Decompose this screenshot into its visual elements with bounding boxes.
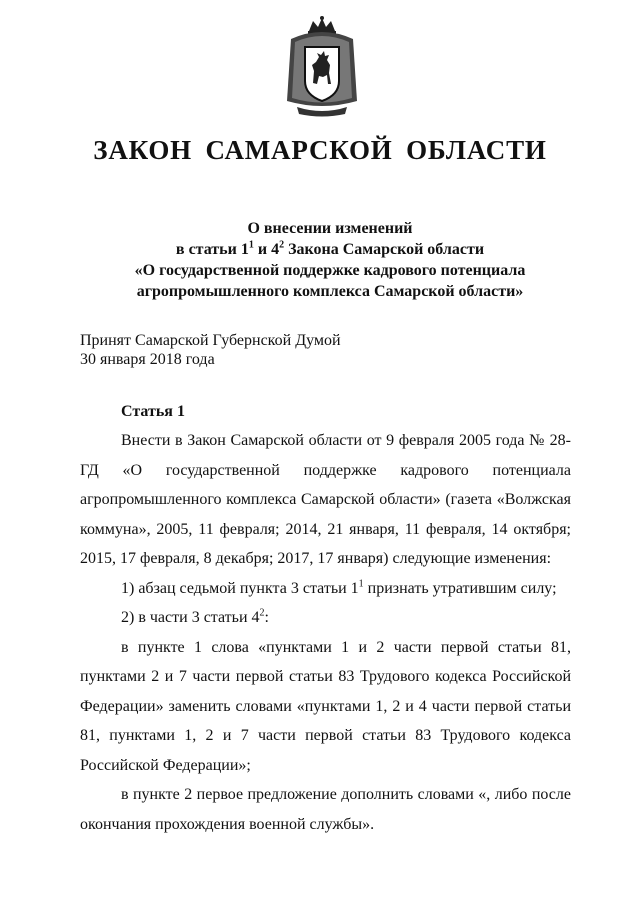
adopted-date: 30 января 2018 года <box>80 351 215 368</box>
article-item-1: 1) абзац седьмой пункта 3 статьи $1^1$ признать утратившим силу; <box>121 578 557 597</box>
law-title: ЗАКОН САМАРСКОЙ ОБЛАСТИ <box>93 135 547 165</box>
article-point-1: в пункте 1 слова «пунктами 1 и 2 части первой статьи 81, пунктами 2 и 7 части первой статьи 83 Трудового кодекса Российской Федерации» заменить словами «пунктами 1, 2 и 4 части первой статьи 81, пунктами 1, 2 и 7 части первой статьи 83 Трудового кодекса Российской Федерации»; <box>80 638 571 774</box>
article-body <box>80 426 571 839</box>
adopted-by: Принят Самарской Губернской Думой <box>80 332 341 349</box>
article-item-2: 2) в части 3 статьи $4^2$: <box>121 607 269 626</box>
article-point-2: в пункте 2 первое предложение дополнить словами «, либо после окончания прохождения военной службы». <box>80 786 571 833</box>
article-intro: Внести в Закон Самарской области от 9 февраля 2005 года № 28-ГД «О государственной поддержке кадрового потенциала агропромышленного комплекса Самарской области» (газета «Волжская коммуна», 2005, 11 февраля; 2014, 21 января, 11 февраля, 14 октября; 2015, 17 февраля, 8 декабря; 2017, 17 января) следующие изменения: <box>80 432 571 567</box>
subject-line-1: О внесении изменений <box>247 220 413 237</box>
adoption-note <box>80 331 480 369</box>
article-heading: Статья 1 <box>121 403 185 420</box>
law-subject <box>60 218 600 302</box>
subject-line-4: агропромышленного комплекса Самарской области» <box>136 283 524 300</box>
coat-of-arms-icon <box>283 15 361 119</box>
subject-line-2: в статьи $1^1$ и $4^2$ Закона Самарской области <box>175 239 485 258</box>
subject-line-3: «О государственной поддержке кадрового потенциала <box>134 262 526 279</box>
